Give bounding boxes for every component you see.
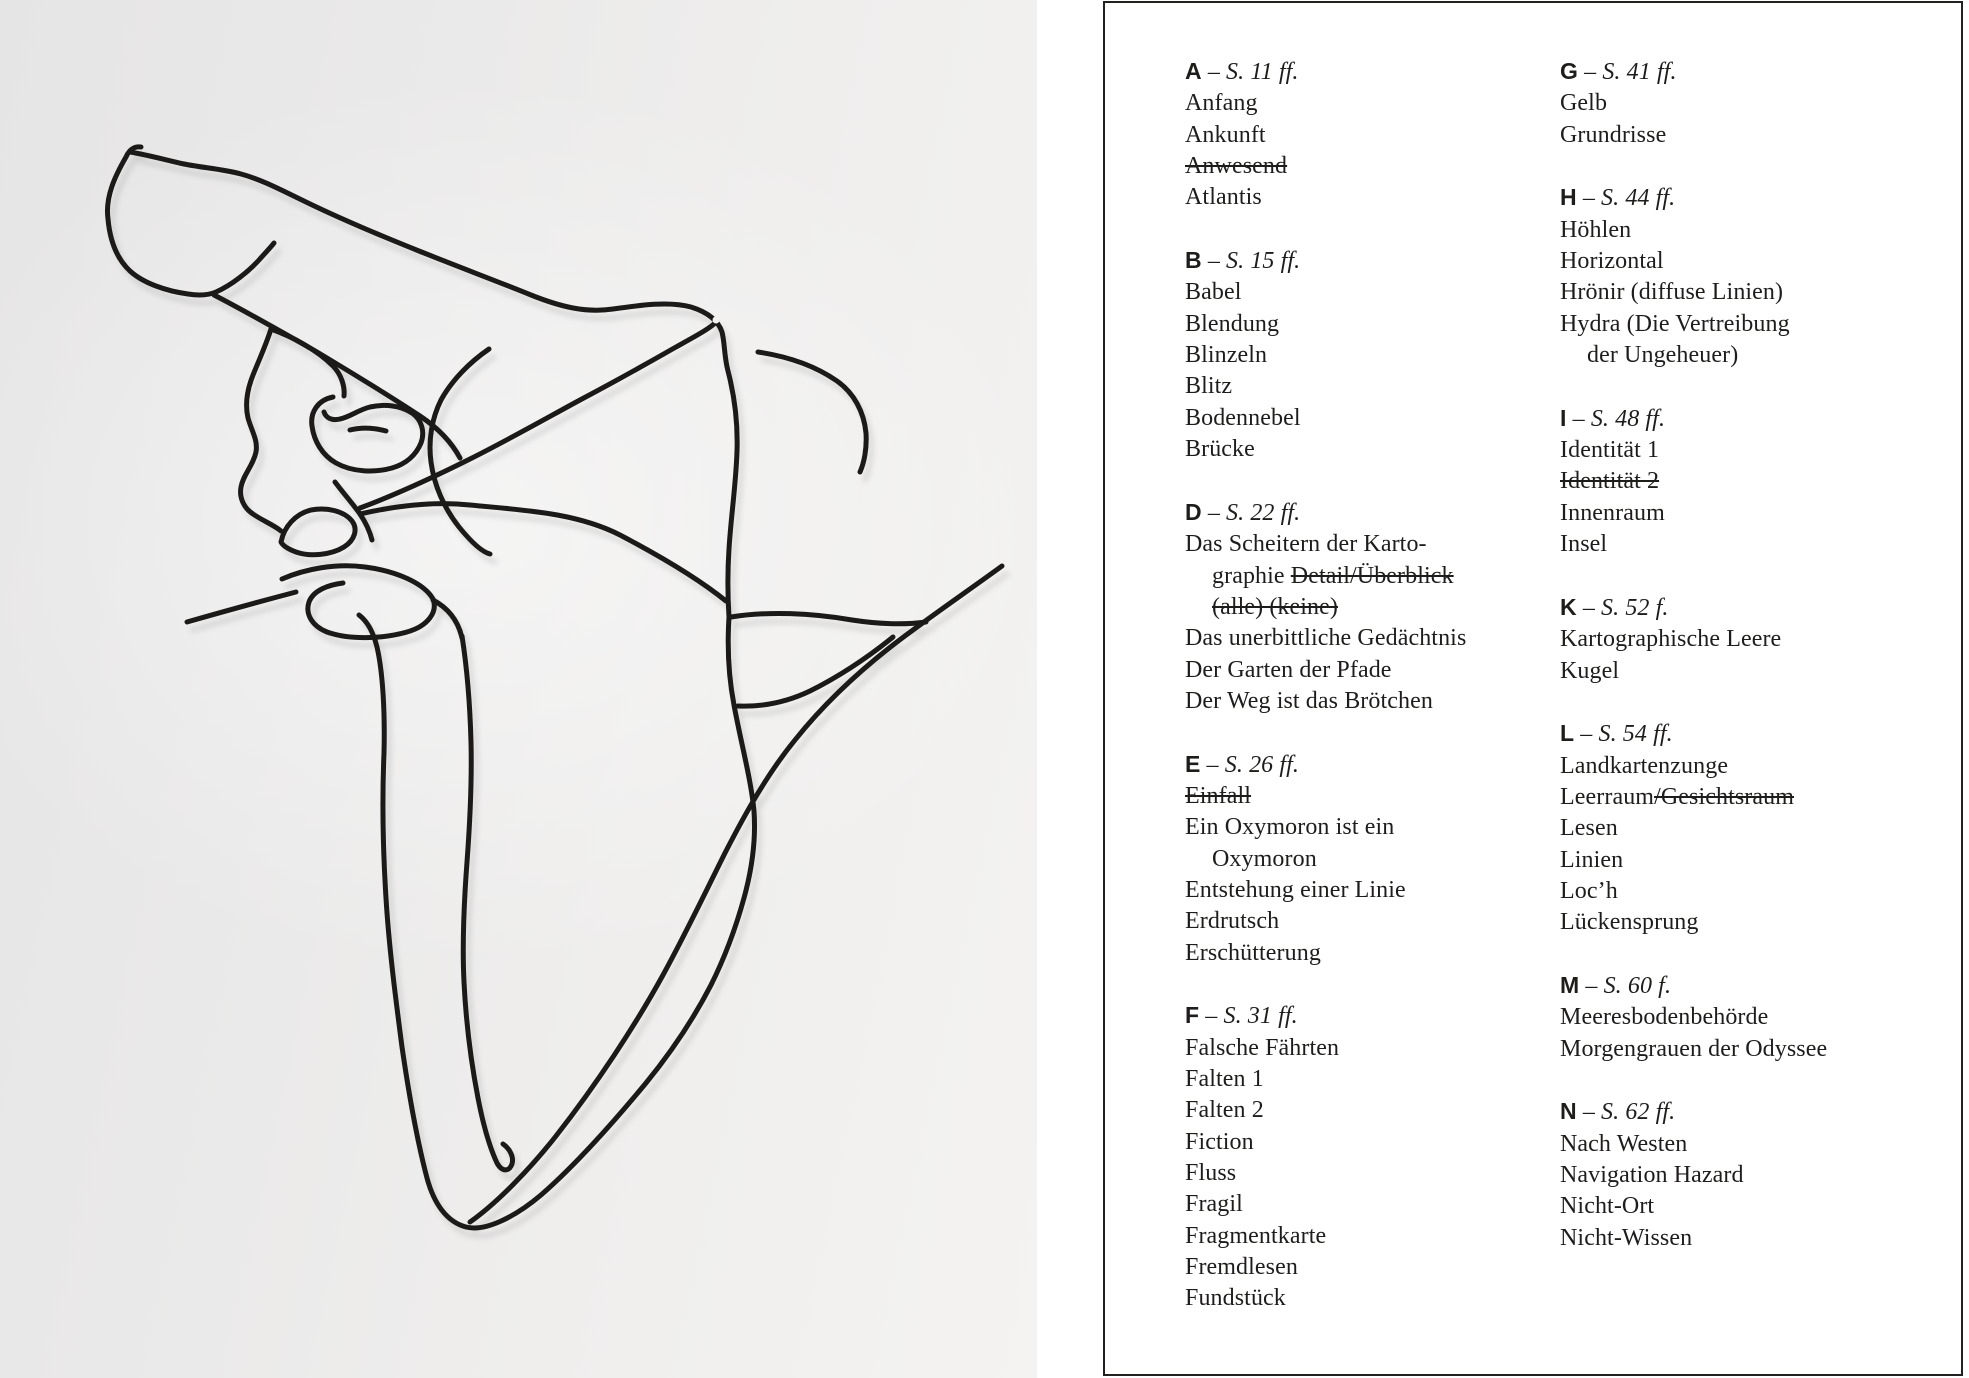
- index-entry-text: Blinzeln: [1185, 342, 1268, 369]
- index-entry: [1560, 309, 1932, 340]
- index-entry-text: Falten 2: [1185, 1097, 1264, 1124]
- section-pages: S. 15 ff.: [1226, 248, 1301, 275]
- index-entry: [1560, 1223, 1932, 1254]
- index-entry-text: Meeresbodenbehörde: [1560, 1004, 1769, 1031]
- index-entry-text-struck: Anwesend: [1185, 153, 1288, 180]
- index-entry-text: Grundrisse: [1560, 121, 1667, 148]
- index-entry: [1560, 1160, 1932, 1191]
- index-entry-text: Kugel: [1560, 657, 1620, 684]
- section-dash: –: [1201, 59, 1227, 85]
- section-letter: I: [1560, 404, 1567, 431]
- index-entry-text: Insel: [1560, 531, 1608, 558]
- index-entry-text-struck: /Gesichtsraum: [1654, 783, 1795, 810]
- index-entry: [1185, 277, 1557, 308]
- index-entry: [1560, 624, 1932, 655]
- index-entry: [1185, 88, 1557, 119]
- index-entry: [1560, 1002, 1932, 1033]
- index-entry-text: Identität 1: [1560, 437, 1660, 464]
- index-entry: [1185, 1033, 1557, 1064]
- index-entry: [1560, 215, 1932, 246]
- index-page: [1103, 1, 1963, 1376]
- wire-shadow: [112, 155, 1007, 1236]
- index-section-l: [1560, 718, 1932, 938]
- index-entry-text: Nicht-Wissen: [1560, 1224, 1693, 1251]
- index-entry-text-struck: Detail/Überblick: [1290, 562, 1454, 589]
- index-entry-text: Innenraum: [1560, 499, 1665, 526]
- index-entry: [1185, 781, 1557, 812]
- index-entry-text: Ein Oxymoron ist ein: [1185, 814, 1395, 841]
- section-dash: –: [1200, 751, 1225, 778]
- section-letter: E: [1185, 750, 1201, 777]
- index-entry: [1560, 277, 1932, 308]
- section-heading: [1185, 1000, 1557, 1032]
- section-letter: M: [1560, 971, 1580, 998]
- section-heading: [1185, 56, 1557, 88]
- index-entry-text: Brücke: [1185, 436, 1255, 463]
- index-entry: [1185, 340, 1557, 371]
- index-entry-text: Das Scheitern der Karto-: [1185, 531, 1427, 558]
- index-entry: [1185, 120, 1557, 151]
- index-entry: [1560, 498, 1932, 529]
- section-heading: [1560, 1096, 1932, 1128]
- index-entry: [1185, 1189, 1557, 1220]
- section-letter: D: [1185, 498, 1202, 525]
- index-section-b: [1185, 245, 1557, 465]
- index-entry-text: Atlantis: [1185, 184, 1262, 211]
- index-entry-text: Der Garten der Pfade: [1185, 656, 1392, 683]
- section-dash: –: [1576, 594, 1602, 621]
- index-entry: [1185, 623, 1557, 654]
- index-entry-text: Navigation Hazard: [1560, 1162, 1744, 1189]
- index-section-a: [1185, 56, 1557, 214]
- index-entry-text: Babel: [1185, 279, 1242, 306]
- index-entry: [1560, 1129, 1932, 1160]
- index-entry: [1560, 435, 1932, 466]
- section-dash: –: [1201, 248, 1227, 275]
- section-pages: S. 26 ff.: [1224, 751, 1300, 778]
- section-heading: [1185, 749, 1557, 781]
- index-entry-text: Das unerbittliche Gedächtnis: [1185, 625, 1467, 652]
- index-entry: [1185, 875, 1557, 906]
- index-section-i: [1560, 403, 1932, 561]
- index-entry-text: der Ungeheuer): [1587, 342, 1739, 369]
- section-heading: [1560, 56, 1932, 88]
- index-entry: [1560, 466, 1932, 497]
- index-entry: [1560, 1191, 1932, 1222]
- index-entry: [1560, 1034, 1932, 1065]
- section-dash: –: [1576, 1099, 1602, 1126]
- index-entry: [1185, 151, 1557, 182]
- index-entry: [1560, 529, 1932, 560]
- section-pages: S. 22 ff.: [1226, 499, 1301, 526]
- index-column-left: [1185, 56, 1557, 1315]
- index-entry-text: Fluss: [1185, 1160, 1237, 1187]
- index-entry-text: Höhlen: [1560, 216, 1632, 243]
- index-entry-text: Fragmentkarte: [1185, 1222, 1327, 1249]
- index-entry: [1185, 1221, 1557, 1252]
- index-entry-text: Nicht-Ort: [1560, 1193, 1655, 1220]
- index-entry-text: Falsche Fährten: [1185, 1034, 1340, 1061]
- section-heading: [1560, 592, 1932, 624]
- index-section-g: [1560, 56, 1932, 151]
- index-entry: [1185, 309, 1557, 340]
- index-entry: [1560, 340, 1932, 371]
- section-letter: L: [1560, 720, 1575, 747]
- index-section-m: [1560, 970, 1932, 1065]
- index-entry-text: Gelb: [1560, 90, 1608, 117]
- index-entry-text: Nach Westen: [1560, 1130, 1688, 1157]
- section-letter: B: [1185, 247, 1202, 274]
- index-entry: [1560, 246, 1932, 277]
- index-entry: [1185, 403, 1557, 434]
- section-letter: F: [1185, 1002, 1200, 1029]
- index-entry-text: Fundstück: [1185, 1285, 1286, 1312]
- index-entry: [1185, 844, 1557, 875]
- index-entry-text: Erschütterung: [1185, 939, 1321, 966]
- index-entry-text: Horizontal: [1560, 248, 1664, 275]
- index-entry: [1560, 907, 1932, 938]
- index-entry: [1185, 938, 1557, 969]
- index-entry: [1560, 120, 1932, 151]
- index-entry-text: Hrönir (diffuse Linien): [1560, 279, 1784, 306]
- index-entry-text: Falten 1: [1185, 1066, 1264, 1092]
- mounting-pin: [287, 385, 293, 391]
- index-entry: [1560, 876, 1932, 907]
- section-letter: G: [1560, 58, 1578, 84]
- index-entry-text: Fragil: [1185, 1191, 1243, 1218]
- index-entry: [1185, 1095, 1557, 1126]
- index-entry-text: Lückensprung: [1560, 909, 1699, 936]
- index-entry-text: Lesen: [1560, 815, 1618, 842]
- index-entry-text-struck: (alle) (keine): [1212, 593, 1338, 620]
- section-dash: –: [1574, 721, 1599, 748]
- index-entry-text: Kartographische Leere: [1560, 626, 1782, 653]
- section-dash: –: [1579, 972, 1604, 999]
- index-entry-text: Der Weg ist das Brötchen: [1185, 687, 1433, 714]
- index-entry: [1560, 813, 1932, 844]
- index-entry: [1185, 812, 1557, 843]
- section-pages: S. 60 f.: [1603, 972, 1672, 999]
- index-entry-text: Fiction: [1185, 1128, 1254, 1155]
- index-entry-text: Entstehung einer Linie: [1185, 876, 1406, 903]
- index-column-right: [1560, 56, 1932, 1254]
- index-entry: [1560, 782, 1932, 813]
- index-entry-text: Linien: [1560, 846, 1624, 873]
- section-dash: –: [1566, 405, 1591, 432]
- section-pages: S. 54 ff.: [1598, 721, 1673, 748]
- section-dash: –: [1578, 59, 1603, 85]
- index-entry: [1185, 1283, 1557, 1314]
- section-pages: S. 11 ff.: [1226, 59, 1299, 85]
- index-entry-text: Anfang: [1185, 90, 1258, 117]
- section-heading: [1560, 718, 1932, 750]
- section-letter: A: [1185, 58, 1202, 84]
- index-section-h: [1560, 182, 1932, 371]
- index-entry: [1185, 686, 1557, 717]
- index-entry: [1185, 655, 1557, 686]
- index-entry-text: Oxymoron: [1212, 845, 1317, 872]
- index-entry-text-struck: Identität 2: [1560, 468, 1660, 495]
- section-heading: [1185, 245, 1557, 277]
- index-entry-text: Landkartenzunge: [1560, 752, 1729, 779]
- index-entry-text: Morgengrauen der Odyssee: [1560, 1035, 1828, 1062]
- section-letter: K: [1560, 593, 1577, 620]
- index-entry-text: Blitz: [1185, 373, 1233, 400]
- index-entry: [1185, 529, 1557, 560]
- index-entry: [1185, 1158, 1557, 1189]
- index-entry-text: Hydra (Die Vertreibung: [1560, 310, 1790, 337]
- section-letter: H: [1560, 184, 1577, 211]
- index-entry: [1560, 845, 1932, 876]
- index-entry-text: Erdrutsch: [1185, 908, 1280, 935]
- section-heading: [1560, 182, 1932, 214]
- index-entry-text: Loc’h: [1560, 877, 1618, 904]
- mounting-pin: [713, 317, 720, 324]
- section-heading: [1560, 403, 1932, 435]
- index-section-f: [1185, 1000, 1557, 1314]
- index-entry: [1185, 906, 1557, 937]
- index-entry: [1185, 182, 1557, 213]
- index-section-k: [1560, 592, 1932, 687]
- index-entry-text: Bodennebel: [1185, 404, 1301, 431]
- section-pages: S. 62 ff.: [1601, 1099, 1676, 1126]
- section-pages: S. 48 ff.: [1590, 405, 1666, 432]
- index-entry: [1185, 1252, 1557, 1283]
- index-section-e: [1185, 749, 1557, 969]
- index-section-d: [1185, 497, 1557, 717]
- section-heading: [1560, 970, 1932, 1002]
- index-entry: [1185, 592, 1557, 623]
- section-letter: N: [1560, 1098, 1577, 1125]
- index-entry: [1185, 371, 1557, 402]
- section-dash: –: [1576, 185, 1602, 212]
- index-entry: [1185, 561, 1557, 592]
- section-dash: –: [1201, 499, 1227, 526]
- index-entry-text: graphie: [1212, 562, 1291, 589]
- index-entry-text: Fremdlesen: [1185, 1254, 1298, 1281]
- index-entry-text: Leerraum: [1560, 783, 1655, 810]
- index-entry-text: Blendung: [1185, 310, 1280, 337]
- index-entry: [1560, 751, 1932, 782]
- index-entry: [1560, 88, 1932, 119]
- section-pages: S. 44 ff.: [1601, 185, 1676, 212]
- section-pages: S. 41 ff.: [1602, 59, 1677, 85]
- index-entry-text-struck: Einfall: [1185, 782, 1252, 809]
- section-pages: S. 52 f.: [1601, 594, 1669, 621]
- index-section-n: [1560, 1096, 1932, 1254]
- index-entry: [1185, 1064, 1557, 1095]
- section-dash: –: [1199, 1003, 1224, 1030]
- index-entry: [1185, 1127, 1557, 1158]
- section-pages: S. 31 ff.: [1223, 1003, 1298, 1030]
- index-entry: [1560, 656, 1932, 687]
- index-entry-text: Ankunft: [1185, 121, 1266, 148]
- section-heading: [1185, 497, 1557, 529]
- index-entry: [1185, 434, 1557, 465]
